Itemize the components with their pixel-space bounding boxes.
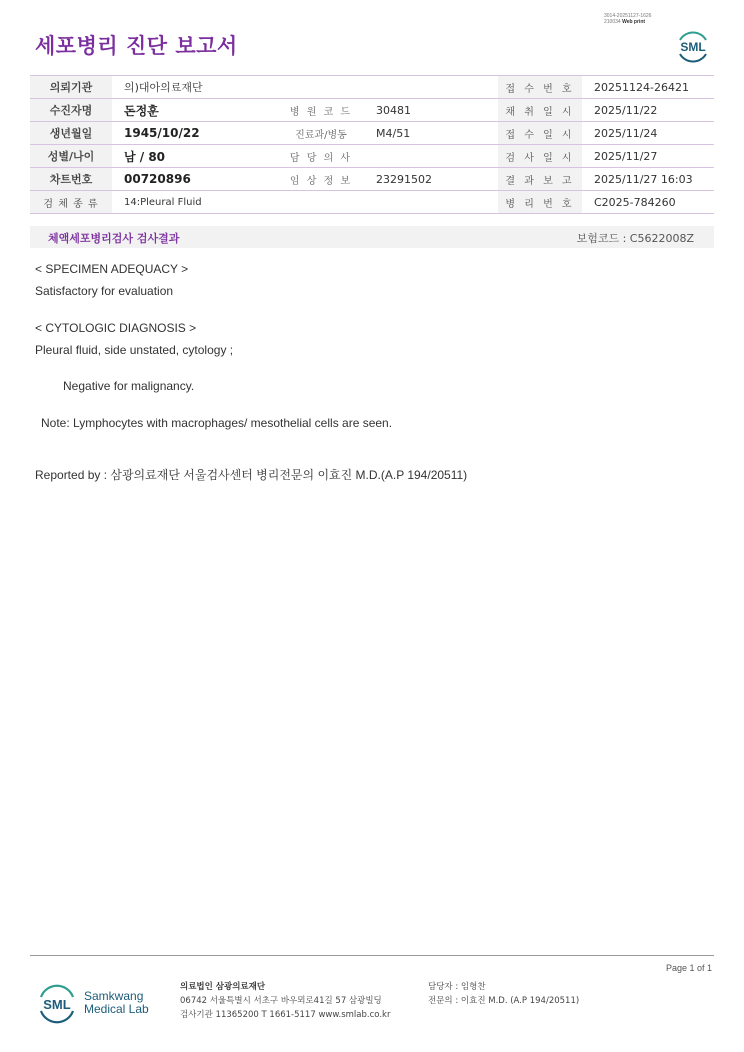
- diagnosis-heading: < CYTOLOGIC DIAGNOSIS >: [35, 321, 197, 335]
- attending-doctor-value: [364, 145, 498, 168]
- patient-name-label: 수진자명: [30, 99, 112, 122]
- footer-logo-text: SML: [43, 997, 71, 1012]
- diagnosis-result: Negative for malignancy.: [63, 379, 195, 393]
- org-name: 의료법인 삼광의료재단: [180, 982, 266, 992]
- result-report-value: 2025/11/27 16:03: [582, 168, 714, 191]
- hospital-code-value: 30481: [364, 99, 498, 122]
- clinical-info-label: 임 상 정 보: [278, 168, 364, 191]
- footer-brand: [84, 990, 149, 1016]
- specimen-type-value: 14:Pleural Fluid: [112, 191, 498, 214]
- department-ward-value: M4/51: [364, 122, 498, 145]
- report-note: Note: Lymphocytes with macrophages/ mesothelial cells are seen.: [41, 416, 393, 430]
- footer-staff: [428, 980, 579, 1008]
- result-section-bar: [30, 226, 714, 248]
- adequacy-heading: < SPECIMEN ADEQUACY >: [35, 262, 189, 276]
- test-date-value: 2025/11/27: [582, 145, 714, 168]
- reported-by: Reported by : 삼광의료재단 서울검사센터 병리전문의 이효진 M.D.(A.P 194/20511): [35, 468, 468, 482]
- insurance-code: 보험코드 : C5622008Z: [576, 232, 694, 245]
- print-id-code: 210034: [604, 19, 621, 25]
- info-row: [30, 76, 714, 99]
- info-row: [30, 99, 714, 122]
- adequacy-text: Satisfactory for evaluation: [35, 284, 174, 298]
- brand-line2: Medical Lab: [84, 1002, 149, 1016]
- staff-name: 임형찬: [460, 982, 486, 992]
- specimen-type-label: 검 체 종 류: [30, 191, 112, 214]
- diagnosis-text: Pleural fluid, side unstated, cytology ;: [35, 343, 234, 357]
- receipt-number-label: 접 수 번 호: [498, 76, 582, 99]
- org-address: 06742 서울특별시 서초구 바우뫼로41길 57 삼광빌딩: [180, 996, 382, 1006]
- staff-line: [428, 980, 579, 994]
- info-row: [30, 191, 714, 214]
- page-number: Page 1 of 1: [665, 963, 712, 973]
- sml-logo: [674, 27, 712, 65]
- result-report-label: 결 과 보 고: [498, 168, 582, 191]
- requesting-institution-label: 의뢰기관: [30, 76, 112, 99]
- footer-sml-logo: [36, 982, 78, 1024]
- attending-doctor-label: 담 당 의 사: [278, 145, 364, 168]
- print-id-line1: 3014-20251127-1626: [604, 13, 652, 19]
- collection-date-value: 2025/11/22: [582, 99, 714, 122]
- footer-divider: [30, 955, 714, 956]
- patient-name-value: 돈정훈: [112, 99, 278, 122]
- sml-logo-text: SML: [680, 40, 706, 54]
- birth-date-value: 1945/10/22: [112, 122, 278, 145]
- print-id: [604, 13, 651, 25]
- department-ward-label: 진료과/병동: [278, 122, 364, 145]
- pathology-number-label: 병 리 번 호: [498, 191, 582, 214]
- patient-info-table: [30, 75, 714, 214]
- specialist-label: 전문의 :: [428, 996, 459, 1006]
- hospital-code-label: 병 원 코 드: [278, 99, 364, 122]
- sex-age-label: 성별/나이: [30, 145, 112, 168]
- collection-date-label: 채 취 일 시: [498, 99, 582, 122]
- sex-age-value: 남 / 80: [112, 145, 278, 168]
- print-id-label: Web print: [622, 19, 646, 25]
- specialist-name: 이효진 M.D. (A.P 194/20511): [460, 996, 580, 1006]
- info-row: [30, 168, 714, 191]
- clinical-info-value: 23291502: [364, 168, 498, 191]
- receipt-date-label: 접 수 일 시: [498, 122, 582, 145]
- print-id-line2: [604, 19, 651, 25]
- org-contact: 검사기관 11365200 T 1661-5117 www.smlab.co.kr: [180, 1010, 391, 1020]
- birth-date-label: 생년월일: [30, 122, 112, 145]
- requesting-institution-value: 의)대아의료재단: [112, 76, 498, 99]
- test-date-label: 검 사 일 시: [498, 145, 582, 168]
- specialist-line: [428, 994, 579, 1008]
- receipt-number-value: 20251124-26421: [582, 76, 714, 99]
- info-row: [30, 122, 714, 145]
- chart-number-label: 차트번호: [30, 168, 112, 191]
- footer-organization: [180, 980, 390, 1022]
- report-title: 세포병리 진단 보고서: [35, 34, 238, 58]
- brand-line1: Samkwang: [84, 989, 144, 1003]
- pathology-number-value: C2025-784260: [582, 191, 714, 214]
- info-row: [30, 145, 714, 168]
- chart-number-value: 00720896: [112, 168, 278, 191]
- staff-label: 담당자 :: [428, 982, 459, 992]
- section-title: 체액세포병리검사 검사결과: [48, 232, 180, 245]
- receipt-date-value: 2025/11/24: [582, 122, 714, 145]
